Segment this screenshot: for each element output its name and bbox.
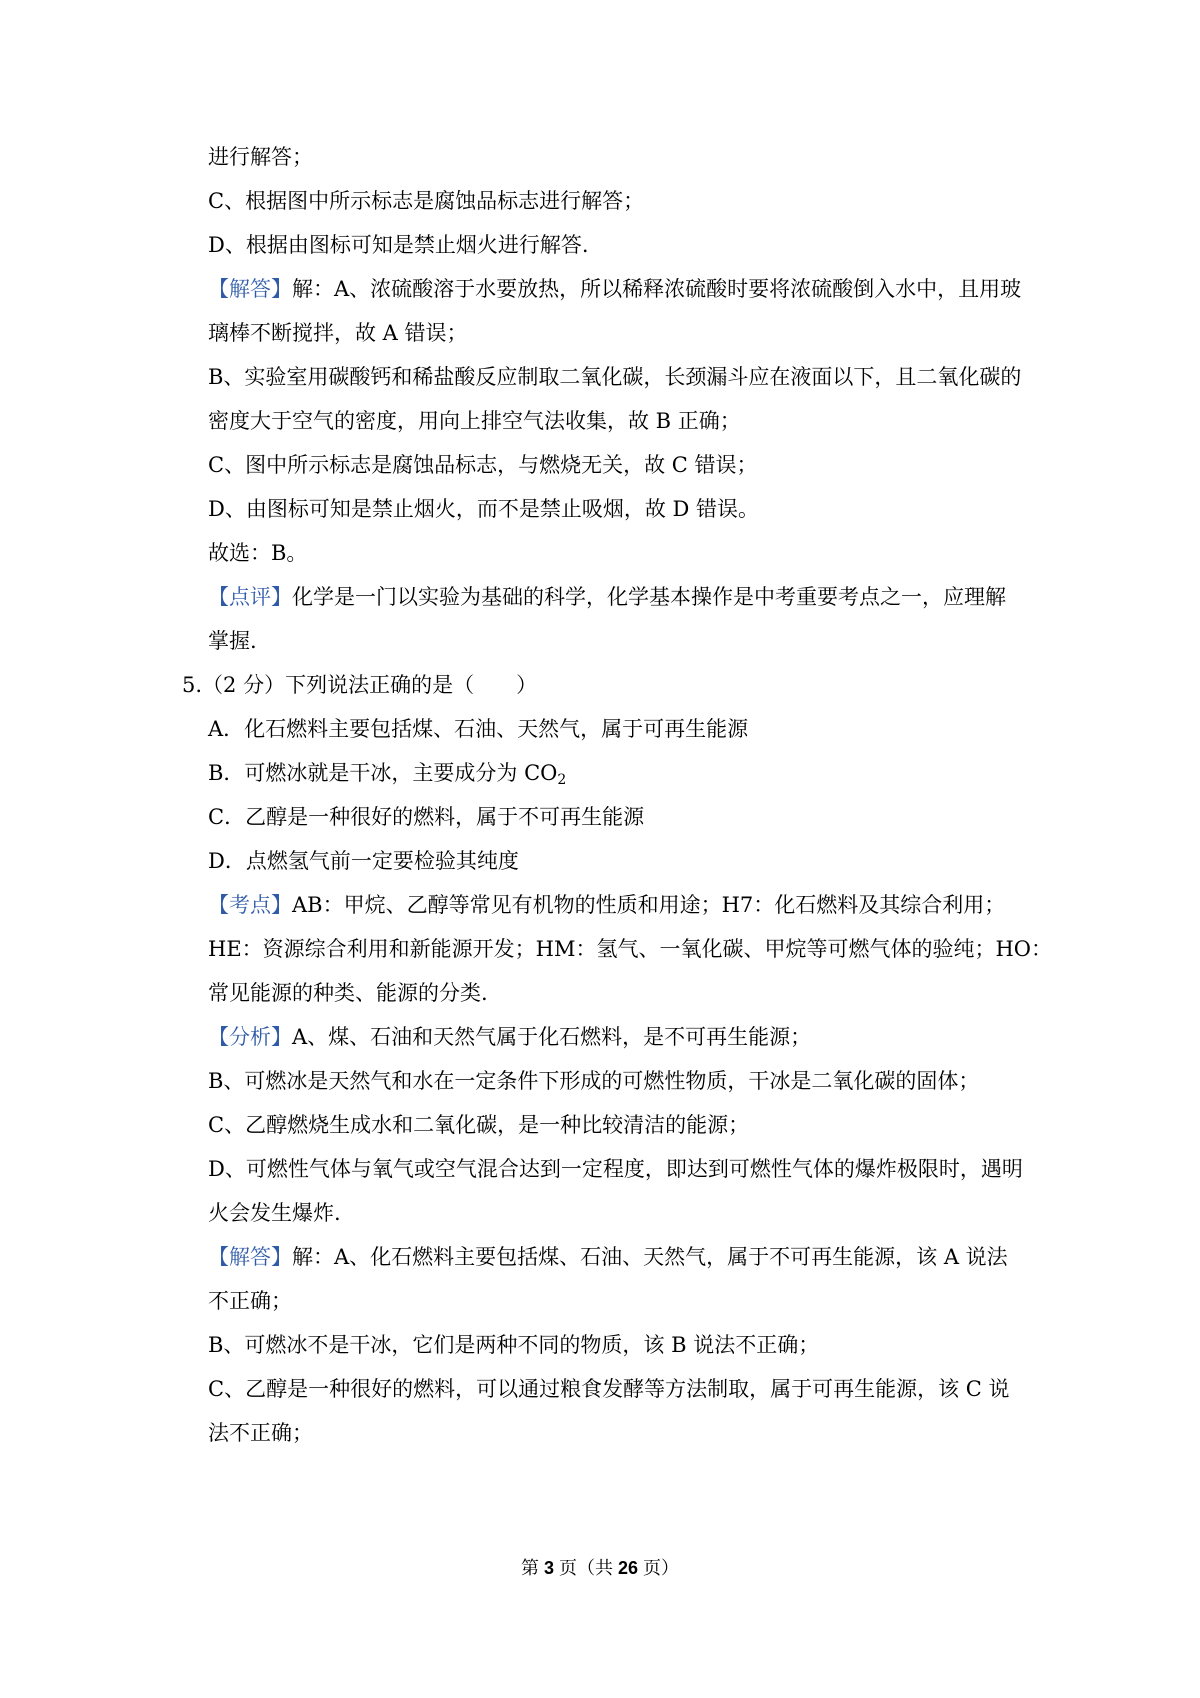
text-line: HE：资源综合利用和新能源开发；HM：氢气、一氧化碳、甲烷等可燃气体的验纯；HO： (208, 937, 1052, 961)
option-a: A．化石燃料主要包括煤、石油、天然气，属于可再生能源 (208, 717, 749, 741)
answer-line (208, 1243, 1008, 1271)
question-title: 5.（2 分）下列说法正确的是（ ） (182, 673, 538, 697)
text-line: B、可燃冰是天然气和水在一定条件下形成的可燃性物质，干冰是二氧化碳的固体； (208, 1069, 980, 1093)
answer-text: 解：A、浓硫酸溶于水要放热，所以稀释浓硫酸时要将浓硫酸倒入水中，且用玻 (292, 277, 1022, 301)
analysis-label: 【分析】 (208, 1025, 292, 1049)
comment-text: 化学是一门以实验为基础的科学，化学基本操作是中考重要考点之一，应理解 (292, 585, 1006, 609)
text-line: D、可燃性气体与氧气或空气混合达到一定程度，即达到可燃性气体的爆炸极限时，遇明 (208, 1157, 1023, 1181)
text-line: B、实验室用碳酸钙和稀盐酸反应制取二氧化碳，长颈漏斗应在液面以下，且二氧化碳的 (208, 365, 1022, 389)
text-line: 常见能源的种类、能源的分类. (208, 981, 488, 1005)
option-b-text: B．可燃冰就是干冰，主要成分为 CO (208, 761, 558, 785)
footer-suffix: 页） (638, 1558, 680, 1578)
text-line: C、乙醇是一种很好的燃料，可以通过粮食发酵等方法制取，属于可再生能源，该 C 说 (208, 1377, 1010, 1401)
text-line: D、由图标可知是禁止烟火，而不是禁止吸烟，故 D 错误。 (208, 497, 760, 521)
text-line: B、可燃冰不是干冰，它们是两种不同的物质，该 B 说法不正确； (208, 1333, 820, 1357)
text-line: 火会发生爆炸. (208, 1201, 341, 1225)
comment-line (208, 583, 1006, 611)
text-line: 密度大于空气的密度，用向上排空气法收集，故 B 正确； (208, 409, 741, 433)
text-line: D、根据由图标可知是禁止烟火进行解答. (208, 233, 589, 257)
text-line: C、根据图中所示标志是腐蚀品标志进行解答； (208, 189, 645, 213)
text-line: 不正确； (208, 1289, 292, 1313)
analysis-text: A、煤、石油和天然气属于化石燃料，是不可再生能源； (292, 1025, 812, 1049)
option-c: C．乙醇是一种很好的燃料，属于不可再生能源 (208, 805, 645, 829)
page-footer (0, 1556, 1200, 1580)
kaodian-label: 【考点】 (208, 893, 292, 917)
text-line: 故选：B。 (208, 541, 308, 565)
text-line: C、乙醇燃烧生成水和二氧化碳，是一种比较清洁的能源； (208, 1113, 750, 1137)
total-pages: 26 (618, 1558, 639, 1578)
answer-label: 【解答】 (208, 277, 292, 301)
answer-line (208, 275, 1021, 303)
analysis-line (208, 1023, 811, 1051)
kaodian-text: AB：甲烷、乙醇等常见有机物的性质和用途；H7：化石燃料及其综合利用； (292, 893, 1006, 917)
option-d: D．点燃氢气前一定要检验其纯度 (208, 849, 519, 873)
footer-prefix: 第 (520, 1558, 544, 1578)
answer-text: 解：A、化石燃料主要包括煤、石油、天然气，属于不可再生能源，该 A 说法 (292, 1245, 1008, 1269)
text-line: C、图中所示标志是腐蚀品标志，与燃烧无关，故 C 错误； (208, 453, 758, 477)
text-line: 璃棒不断搅拌，故 A 错误； (208, 321, 468, 345)
text-line: 进行解答； (208, 145, 313, 169)
subscript: 2 (557, 772, 567, 788)
text-line: 法不正确； (208, 1421, 313, 1445)
kaodian-line (208, 891, 1005, 919)
option-b (208, 759, 566, 794)
footer-middle: 页（共 (553, 1558, 618, 1578)
answer-label: 【解答】 (208, 1245, 292, 1269)
text-line: 掌握. (208, 629, 257, 653)
comment-label: 【点评】 (208, 585, 292, 609)
page-number: 3 (543, 1558, 554, 1578)
